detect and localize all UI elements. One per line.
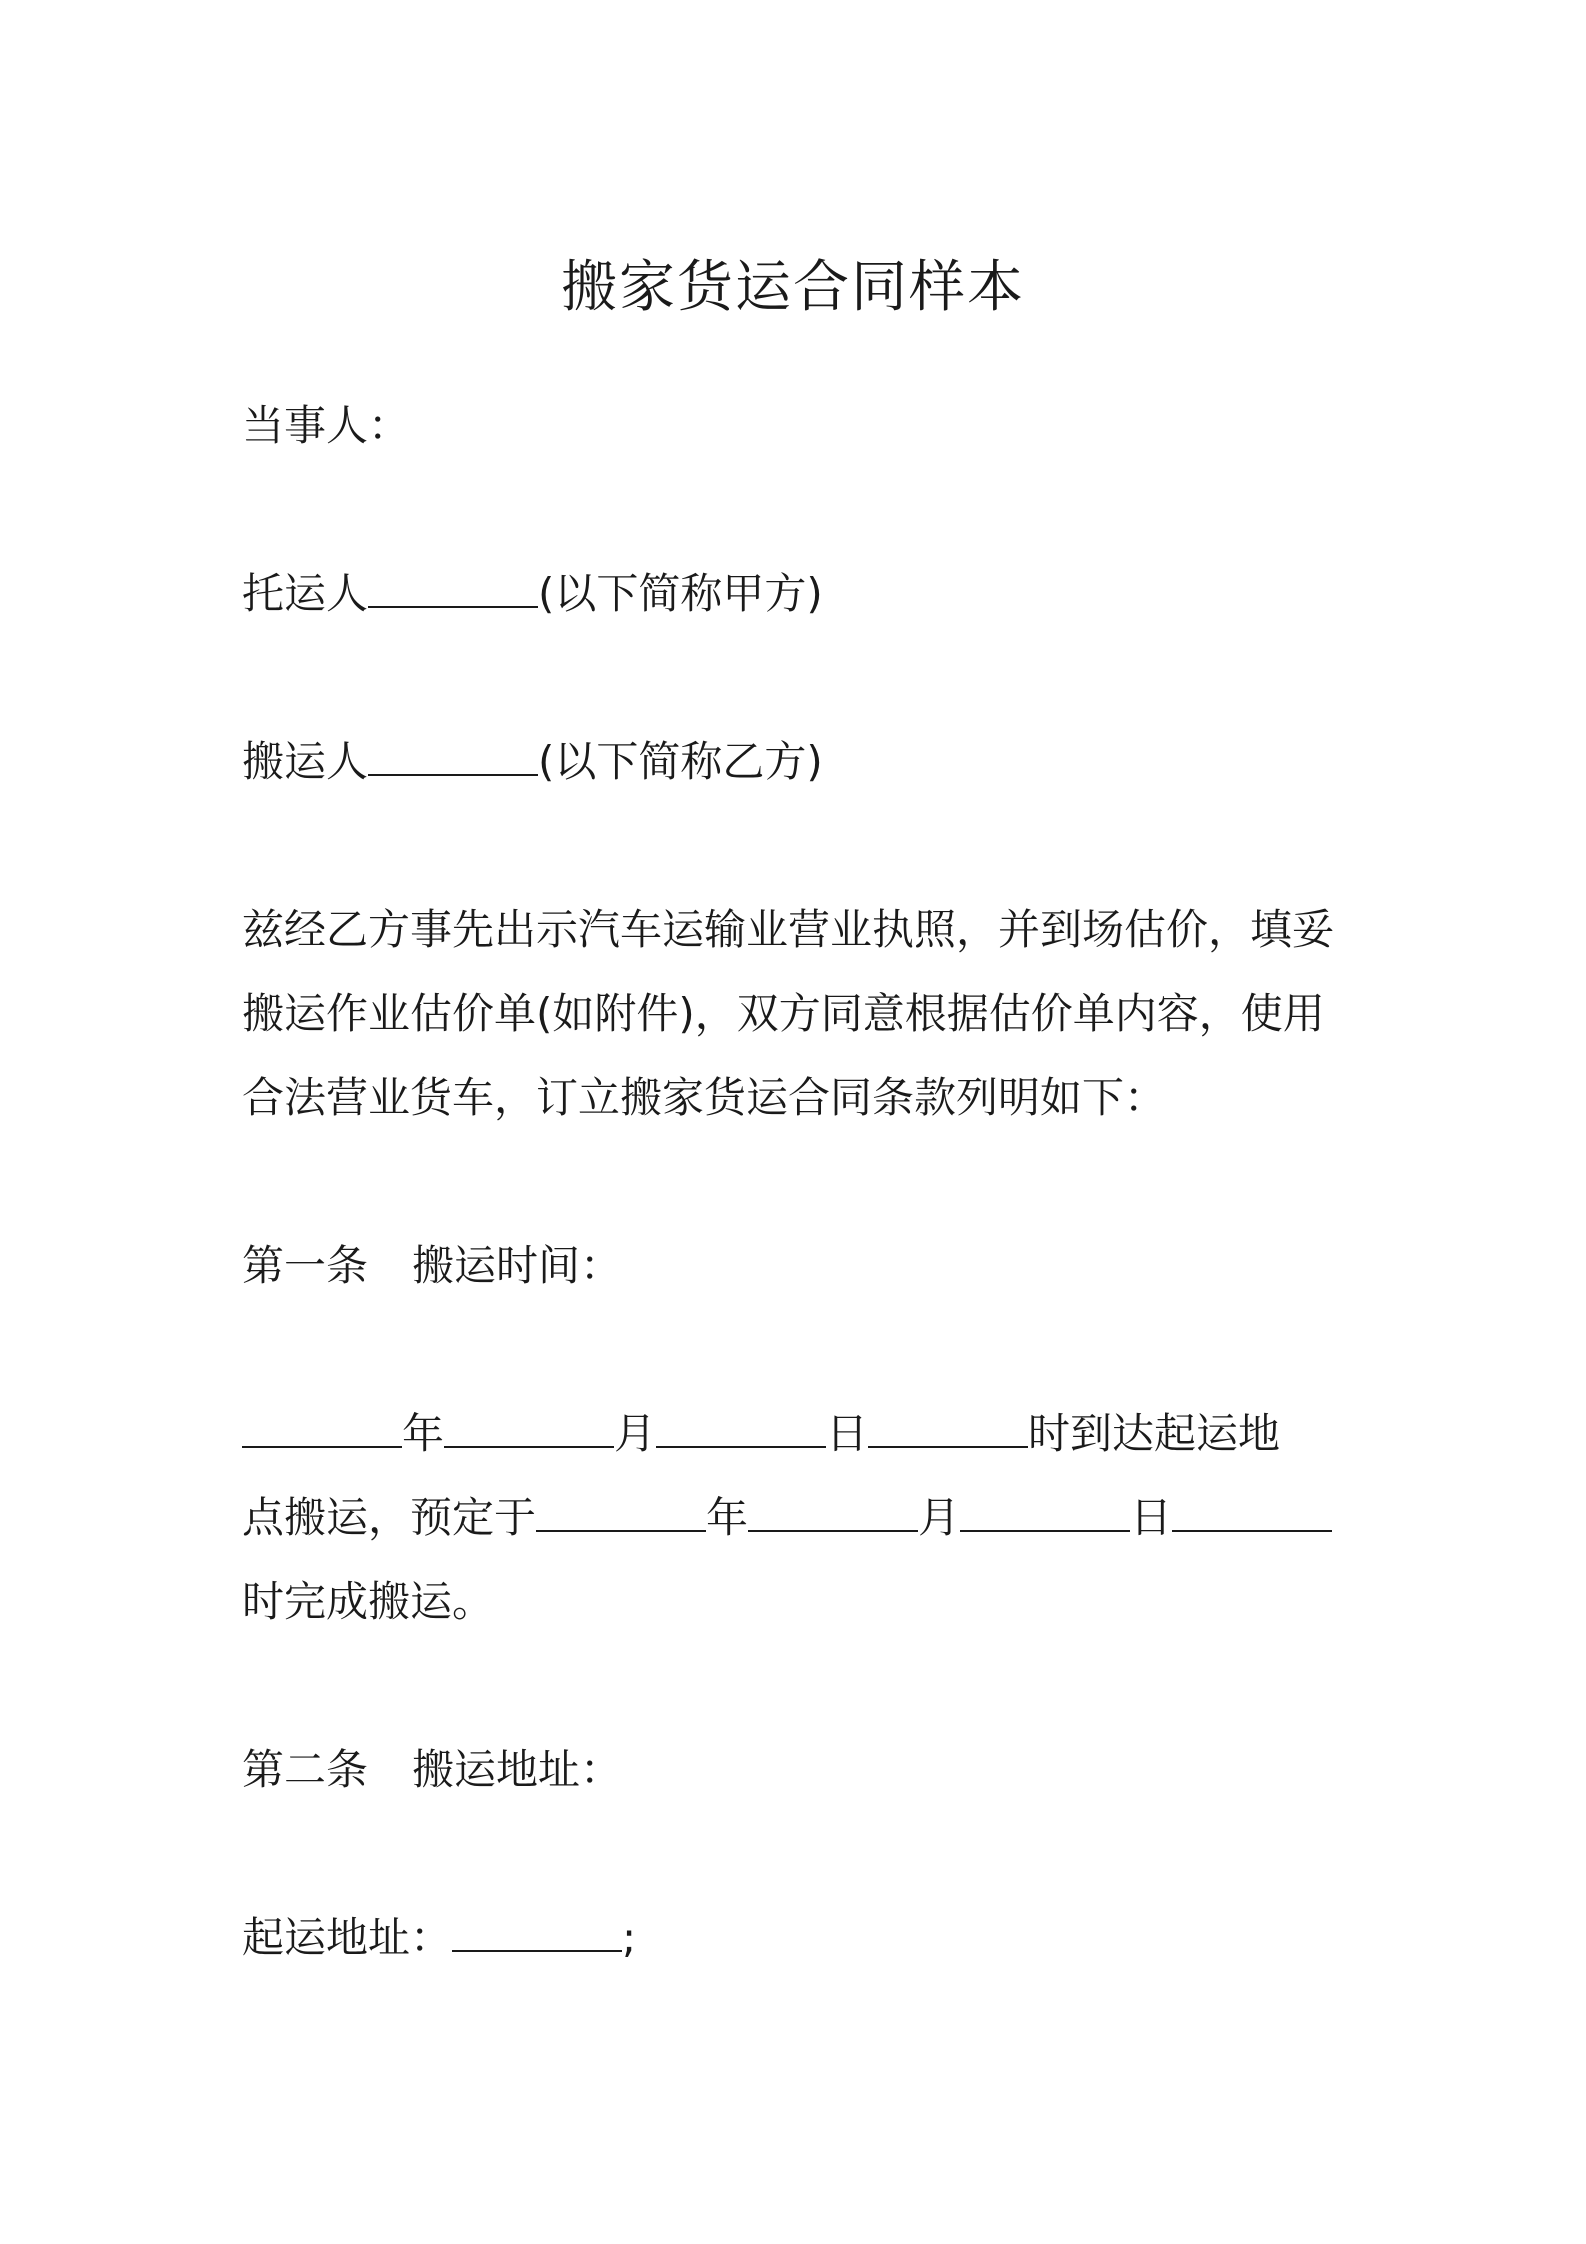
month-label: 月 — [614, 1409, 657, 1458]
article1-heading — [242, 1224, 1362, 1308]
shipper-label: 托运人 — [242, 569, 369, 618]
origin-address-end: ; — [622, 1913, 637, 1962]
carrier-line — [242, 720, 1362, 804]
carrier-label: 搬运人 — [242, 737, 369, 786]
article1-line-3: 时完成搬运。 — [242, 1577, 495, 1626]
carrier-name-blank[interactable] — [368, 738, 538, 776]
document-title: 搬家货运合同样本 — [561, 255, 1025, 320]
article2-title: 搬运地址： — [412, 1745, 623, 1794]
origin-address-blank[interactable] — [452, 1914, 622, 1952]
day-label: 日 — [826, 1409, 869, 1458]
article1-title: 搬运时间： — [412, 1241, 623, 1290]
intro-line-3: 合法营业货车，订立搬家货运合同条款列明如下： — [242, 1073, 1167, 1122]
shipper-line — [242, 552, 1362, 636]
article1-number: 第一条 — [242, 1241, 369, 1290]
finish-year-blank[interactable] — [536, 1494, 706, 1532]
arrive-text: 时到达起运地 — [1028, 1409, 1281, 1458]
arrive-day-blank[interactable] — [656, 1410, 826, 1448]
article2-heading — [242, 1728, 1362, 1812]
schedule-text: 点搬运，预定于 — [242, 1493, 537, 1542]
shipper-name-blank[interactable] — [368, 570, 538, 608]
intro-line-2: 搬运作业估价单(如附件)，双方同意根据估价单内容，使用 — [242, 989, 1325, 1038]
parties-label: 当事人： — [242, 401, 411, 450]
intro-line-1: 兹经乙方事先出示汽车运输业营业执照，并到场估价，填妥 — [242, 905, 1335, 954]
article1-line-2 — [242, 1476, 1362, 1560]
finish-day-blank[interactable] — [960, 1494, 1130, 1532]
month-label: 月 — [918, 1493, 961, 1542]
year-label: 年 — [402, 1409, 445, 1458]
article2-number: 第二条 — [242, 1745, 369, 1794]
arrive-year-blank[interactable] — [242, 1410, 402, 1448]
article1-line-1 — [242, 1392, 1362, 1476]
origin-address-line — [242, 1896, 1362, 1980]
carrier-suffix: (以下简称乙方) — [538, 737, 823, 786]
year-label: 年 — [706, 1493, 749, 1542]
shipper-suffix: (以下简称甲方) — [538, 569, 823, 618]
day-label: 日 — [1130, 1493, 1173, 1542]
arrive-hour-blank[interactable] — [868, 1410, 1028, 1448]
arrive-month-blank[interactable] — [444, 1410, 614, 1448]
finish-month-blank[interactable] — [748, 1494, 918, 1532]
origin-address-label: 起运地址： — [242, 1913, 453, 1962]
finish-hour-blank[interactable] — [1172, 1494, 1332, 1532]
